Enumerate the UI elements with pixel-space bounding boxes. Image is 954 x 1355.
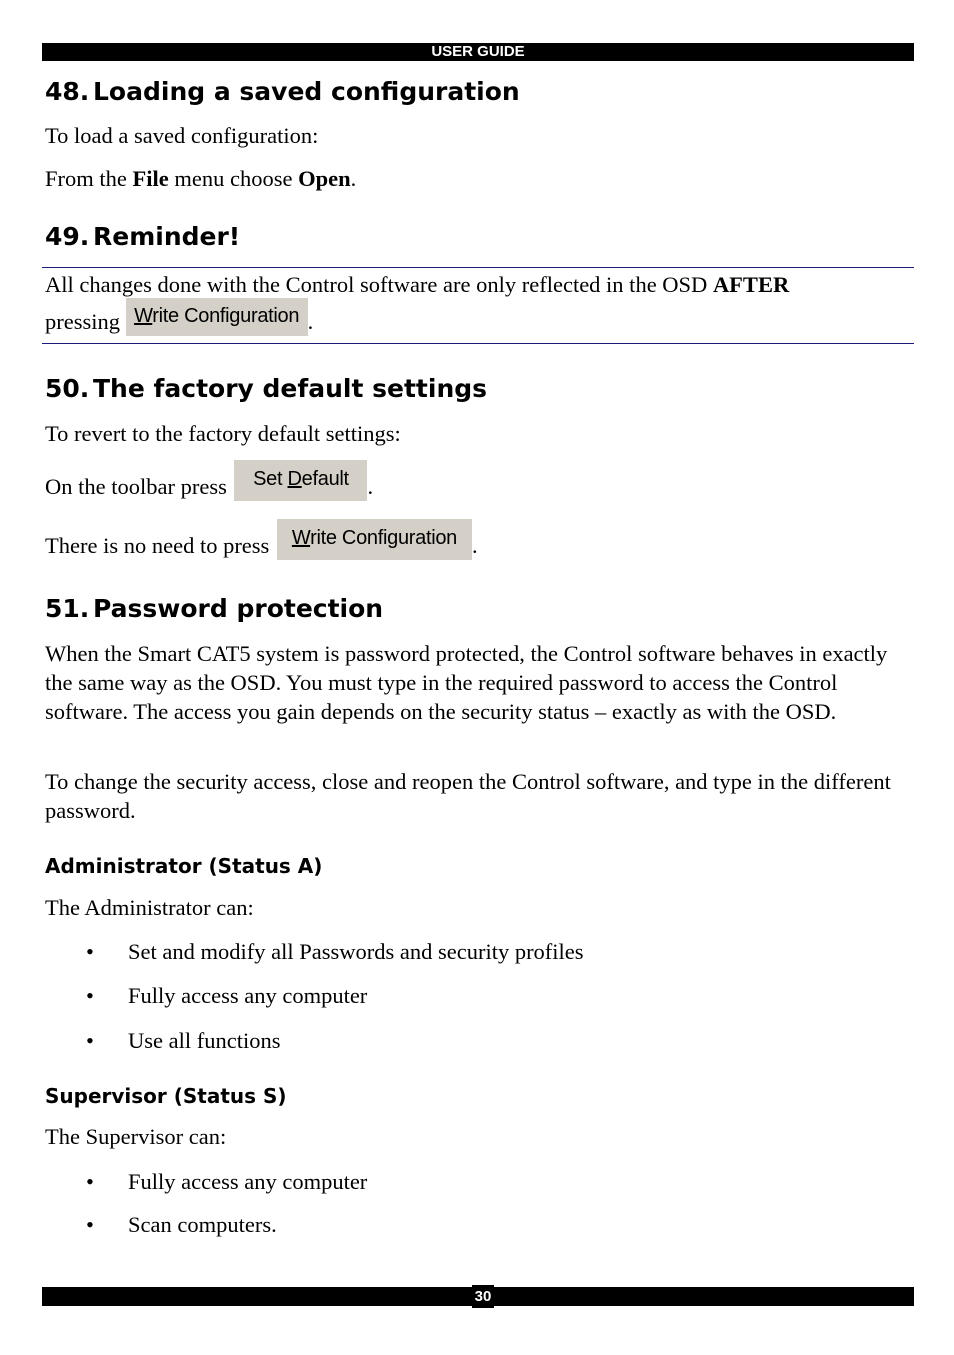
page-number: 30 bbox=[472, 1285, 494, 1308]
s48-instruction bbox=[45, 164, 356, 193]
list-item bbox=[86, 981, 367, 1010]
text: There is no need to press bbox=[45, 533, 275, 558]
supervisor-intro: The Supervisor can: bbox=[45, 1124, 227, 1149]
section-number: 51. bbox=[45, 594, 90, 623]
section-title: The factory default settings bbox=[93, 374, 488, 403]
list-item bbox=[86, 1210, 277, 1239]
s50-intro: To revert to the factory default settings: bbox=[45, 421, 401, 446]
reminder-line-2 bbox=[45, 298, 313, 336]
set-default-button bbox=[234, 460, 367, 501]
label: Set bbox=[253, 468, 288, 490]
label: efault bbox=[301, 468, 349, 490]
section-49-heading bbox=[45, 222, 240, 252]
section-title: Password protection bbox=[93, 594, 384, 623]
mnemonic: W bbox=[291, 527, 311, 549]
list-item-text: Set and modify all Passwords and security profiles bbox=[128, 939, 584, 964]
s50-noneed-line bbox=[45, 519, 478, 560]
mnemonic: D bbox=[287, 468, 302, 490]
section-number: 50. bbox=[45, 374, 90, 403]
bullet: • bbox=[86, 1169, 94, 1194]
write-configuration-button bbox=[126, 298, 308, 336]
section-title: Reminder! bbox=[93, 222, 241, 251]
list-item bbox=[86, 937, 584, 966]
header-title: USER GUIDE bbox=[431, 43, 525, 60]
administrator-intro: The Administrator can: bbox=[45, 895, 254, 920]
s51-paragraph-2: To change the security access, close and reopen the Control software, and type in the different password. bbox=[45, 769, 891, 823]
label: rite Configuration bbox=[310, 527, 457, 549]
list-item bbox=[86, 1167, 367, 1196]
section-number: 49. bbox=[45, 222, 90, 251]
mnemonic: W bbox=[134, 305, 153, 327]
text: . bbox=[307, 309, 314, 334]
label: rite Configuration bbox=[152, 305, 300, 327]
text: . bbox=[350, 166, 357, 191]
text: . bbox=[471, 533, 478, 558]
after-emphasis: AFTER bbox=[712, 272, 790, 297]
list-item-text: Scan computers. bbox=[128, 1212, 277, 1237]
s48-intro: To load a saved configuration: bbox=[45, 123, 319, 148]
reminder-line-1 bbox=[45, 270, 789, 299]
s51-paragraph-1: When the Smart CAT5 system is password protected, the Control software behaves in exactly the same way as the OSD. You must type in the required password to access the Control software. The access you gain depends on the security status – exactly as with the OSD. bbox=[45, 641, 888, 724]
open-command-ref: Open bbox=[298, 166, 351, 191]
section-48-heading bbox=[45, 77, 520, 107]
list-item bbox=[86, 1026, 280, 1055]
list-item-text: Use all functions bbox=[128, 1028, 281, 1053]
write-configuration-button bbox=[277, 519, 472, 560]
section-number: 48. bbox=[45, 77, 90, 106]
administrator-heading: Administrator (Status A) bbox=[45, 854, 323, 878]
section-title: Loading a saved configuration bbox=[93, 77, 520, 106]
text: pressing bbox=[45, 309, 126, 334]
s50-toolbar-line bbox=[45, 459, 373, 501]
section-51-heading bbox=[45, 594, 383, 624]
file-menu-ref: File bbox=[132, 166, 169, 191]
bullet: • bbox=[86, 1028, 94, 1053]
list-item-text: Fully access any computer bbox=[128, 983, 368, 1008]
text: On the toolbar press bbox=[45, 474, 233, 499]
bullet: • bbox=[86, 983, 94, 1008]
bullet: • bbox=[86, 939, 94, 964]
text: All changes done with the Control software are only reflected in the OSD bbox=[45, 272, 713, 297]
list-item-text: Fully access any computer bbox=[128, 1169, 368, 1194]
page-header-bar bbox=[42, 43, 914, 61]
text: . bbox=[367, 474, 374, 499]
text: menu choose bbox=[168, 166, 299, 191]
supervisor-heading: Supervisor (Status S) bbox=[45, 1084, 287, 1108]
bullet: • bbox=[86, 1212, 94, 1237]
section-50-heading bbox=[45, 374, 487, 404]
text: From the bbox=[45, 166, 133, 191]
